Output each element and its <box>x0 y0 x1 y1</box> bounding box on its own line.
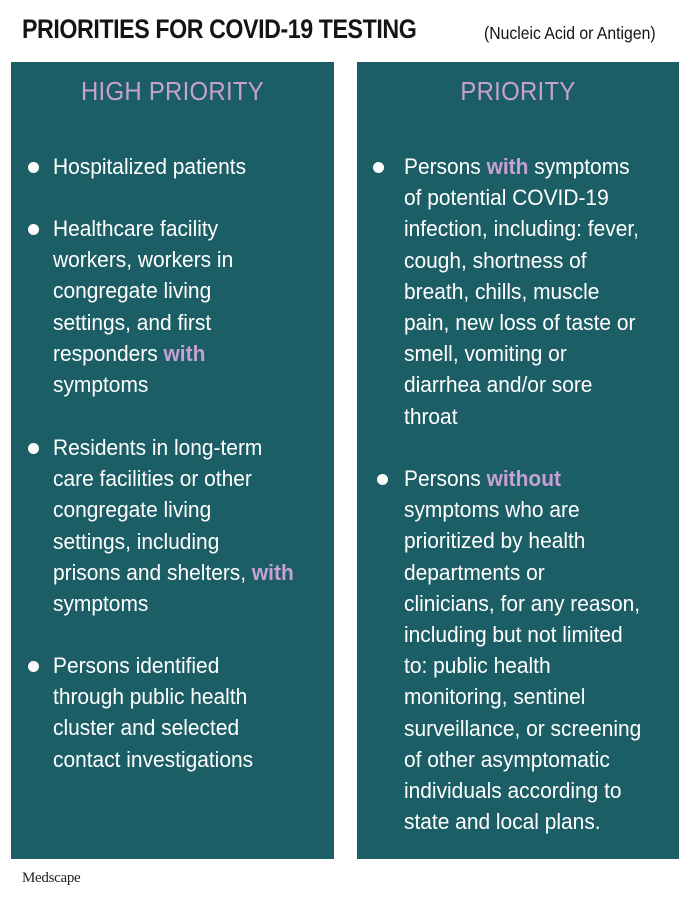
high-priority-panel <box>11 62 334 859</box>
item-line: to: public health <box>404 653 551 679</box>
item-line: responders with <box>53 340 206 366</box>
item-line: symptoms <box>53 372 149 398</box>
item-text <box>53 650 253 775</box>
bullet-icon <box>377 474 388 485</box>
item-line: prisons and shelters, with <box>53 559 294 585</box>
item-line: throat <box>404 403 458 429</box>
item-text <box>404 463 641 837</box>
item-line: Residents in long-term <box>53 435 263 460</box>
bullet-icon <box>28 661 39 672</box>
bullet-icon <box>373 162 384 173</box>
item-line: diarrhea and/or sore <box>404 372 593 398</box>
item-line: surveillance, or screening <box>404 715 642 741</box>
item-line: Persons with symptoms <box>404 154 630 179</box>
bullet-icon <box>28 224 39 235</box>
item-line: state and local plans. <box>404 809 601 835</box>
item-line: contact investigations <box>53 746 254 772</box>
item-line: smell, vomiting or <box>404 341 567 367</box>
item-line: Healthcare facility <box>53 216 219 241</box>
item-line: Hospitalized patients <box>53 154 247 179</box>
page-title <box>22 14 682 45</box>
emphasis-text: with <box>486 154 529 179</box>
item-line: symptoms <box>53 591 149 617</box>
high-priority-heading: HIGH PRIORITY <box>80 76 264 106</box>
item-line: Persons without <box>404 466 561 491</box>
item-line: pain, new loss of taste or <box>404 310 636 336</box>
item-line: settings, and first <box>53 309 212 335</box>
bullet-icon <box>28 162 39 173</box>
item-text <box>53 151 246 182</box>
item-line: cough, shortness of <box>404 247 587 273</box>
item-line: breath, chills, muscle <box>404 278 600 304</box>
emphasis-text: without <box>486 466 561 491</box>
emphasis-text: with <box>251 559 294 585</box>
item-text <box>404 151 639 432</box>
item-line: workers, workers in <box>53 247 234 273</box>
item-line: through public health <box>53 684 248 710</box>
item-line: individuals according to <box>404 778 622 804</box>
bullet-icon <box>28 443 39 454</box>
priority-heading: PRIORITY <box>460 76 576 106</box>
item-line: clinicians, for any reason, <box>404 590 641 616</box>
item-line: congregate living <box>53 278 212 304</box>
item-line: monitoring, sentinel <box>404 684 586 710</box>
item-line: Persons identified <box>53 653 220 678</box>
item-text <box>53 213 233 400</box>
item-line: care facilities or other <box>53 466 252 492</box>
item-line: settings, including <box>53 528 220 554</box>
item-line: of potential COVID-19 <box>404 185 609 211</box>
priority-panel <box>357 62 679 859</box>
item-line: departments or <box>404 559 545 585</box>
medscape-logo: Medscape <box>22 870 81 886</box>
item-line: including but not limited <box>404 622 623 648</box>
emphasis-text: with <box>163 340 206 366</box>
title-main: PRIORITIES FOR COVID-19 TESTING <box>22 14 417 44</box>
item-line: cluster and selected <box>53 715 240 741</box>
item-text <box>53 432 294 619</box>
item-line: of other asymptomatic <box>404 746 610 772</box>
item-line: symptoms who are <box>404 497 580 523</box>
item-line: prioritized by health <box>404 528 586 554</box>
item-line: congregate living <box>53 497 212 523</box>
title-subtitle: (Nucleic Acid or Antigen) <box>484 23 656 43</box>
item-line: infection, including: fever, <box>404 216 639 242</box>
